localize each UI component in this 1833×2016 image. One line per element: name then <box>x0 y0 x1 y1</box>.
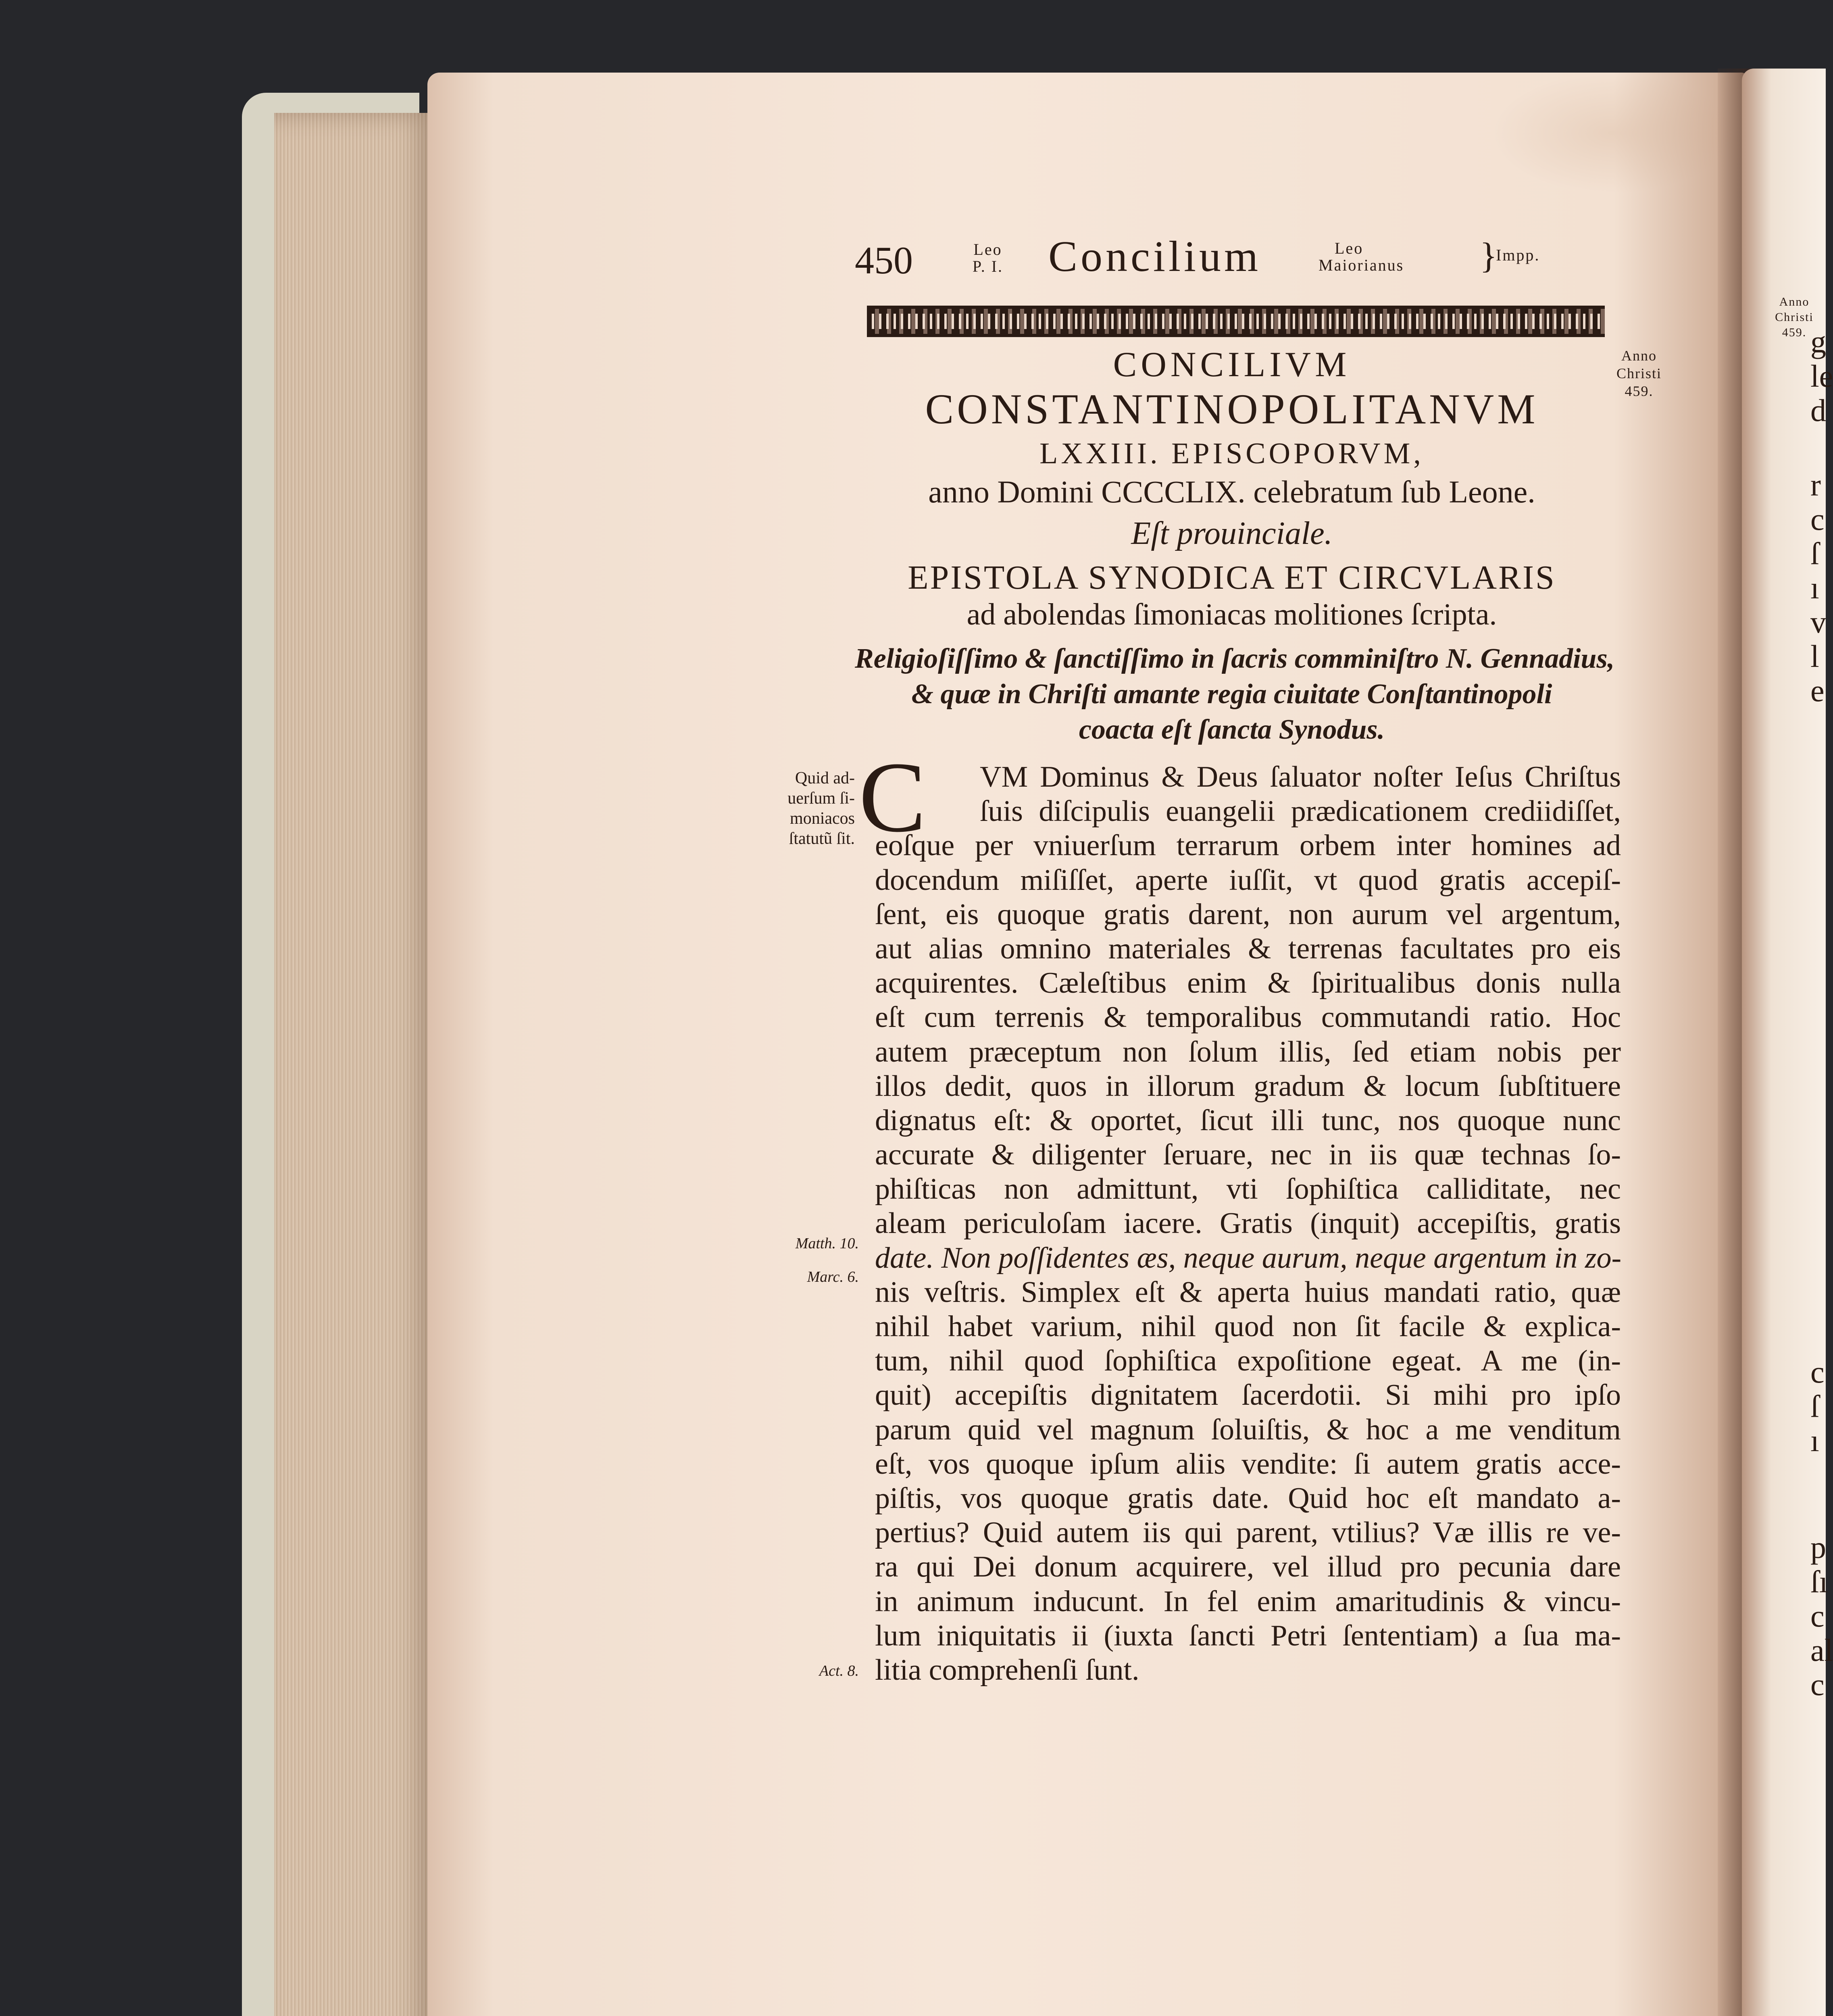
body-line: autem præceptum non ſolum illis, ſed etiam nobis per <box>875 1035 1621 1068</box>
body-line: VM Dominus & Deus ſaluator noſter Ieſus Chriſtus <box>980 760 1621 793</box>
body-line: aleam periculoſam iacere. Gratis (inquit) accepiſtis, gratis <box>875 1207 1621 1240</box>
body-line: acquirentes. Cæleſtibus enim & ſpiritualibus donis nulla <box>875 966 1621 1000</box>
header-left-note: Leo P. I. <box>972 240 1004 275</box>
page-number: 450 <box>855 239 913 282</box>
body-line: parum quid vel magnum ſoluiſtis, & hoc a me venditum <box>875 1413 1621 1446</box>
drop-cap: C <box>859 741 926 853</box>
body-line: accurate & diligenter ſeruare, nec in iis quæ technas ſo- <box>875 1138 1621 1172</box>
next-page-year-note: Anno Christi 459. <box>1775 295 1814 339</box>
next-page-letter: ſ <box>1810 536 1819 571</box>
body-line: nihil habet varium, nihil quod non ſit facile & explica- <box>875 1310 1621 1343</box>
body-line: eoſque per vniuerſum terrarum orbem inter homines ad <box>875 829 1621 862</box>
next-page-letter: g <box>1810 324 1826 359</box>
next-page-letter: v <box>1810 604 1826 639</box>
next-page-letter: ı <box>1810 570 1819 605</box>
next-page-letter: c <box>1810 1598 1825 1633</box>
body-line: aut alias omnino materiales & terrenas facultates pro eis <box>875 932 1621 965</box>
ornament-band-detail <box>867 314 1605 329</box>
body-line: litia comprehenſi ſunt. <box>875 1653 1139 1687</box>
page-edges <box>274 113 435 2016</box>
next-page-letter: p <box>1810 1530 1826 1565</box>
body-line: eſt cum terrenis & temporalibus commutandi ratio. Hoc <box>875 1001 1621 1034</box>
next-page-letter: ı <box>1810 1423 1819 1458</box>
margin-year-note: Anno Christi 459. <box>1616 348 1662 399</box>
title-epistola: EPISTOLA SYNODICA ET CIRCVLARIS <box>908 559 1556 596</box>
next-page-letter: ſı <box>1810 1564 1828 1599</box>
body-line: in animum inducunt. In fel enim amaritudinis & vincu- <box>875 1585 1621 1618</box>
title-provinciale: Eſt prouinciale. <box>1131 516 1333 551</box>
next-page-letter: c <box>1810 1354 1825 1389</box>
body-line: date. Non poſſidentes æs, neque aurum, neque argentum in zo- <box>875 1241 1622 1275</box>
next-page-letter: c <box>1810 502 1825 537</box>
body-line: pertius? Quid autem iis qui parent, vtilius? Væ illis re ve- <box>875 1516 1621 1549</box>
title-episcoporum: LXXIII. EPISCOPORVM, <box>1039 437 1424 470</box>
body-line: docendum miſiſſet, aperte iuſſit, vt quod gratis accepiſ- <box>875 863 1621 897</box>
body-line: dignatus eſt: & oportet, ſicut illi tunc, nos quoque nunc <box>875 1104 1621 1137</box>
body-line: lum iniquitatis ii (iuxta ſancti Petri ſententiam) a ſua ma- <box>875 1619 1621 1652</box>
next-page-letter: e <box>1810 673 1825 708</box>
body-line: eſt, vos quoque ipſum aliis vendite: ſi autem gratis acce- <box>875 1447 1621 1481</box>
body-line: ſent, eis quoque gratis darent, non aurum vel argentum, <box>875 898 1621 931</box>
title-subtitle: ad abolendas ſimoniacas molitiones ſcripta. <box>966 598 1497 631</box>
header-brace-glyph: } <box>1480 236 1498 276</box>
body-line: ſuis diſcipulis euangelii prædicationem crediidiſſet, <box>980 795 1621 828</box>
next-page-letter: d <box>1810 393 1826 428</box>
body-line: nis veſtris. Simplex eſt & aperta huius mandati ratio, quæ <box>875 1275 1621 1309</box>
body-line: quit) accepiſtis dignitatem ſacerdotii. Si mihi pro ipſo <box>875 1379 1621 1412</box>
next-page-letter: r <box>1810 467 1821 502</box>
header-right-note: Leo Maiorianus <box>1319 239 1404 274</box>
body-line: illos dedit, quos in illorum gradum & locum ſubſtituere <box>875 1069 1621 1103</box>
next-page-letter: le <box>1810 358 1833 394</box>
header-title: Concilium <box>1048 233 1261 281</box>
ref-acts: Act. 8. <box>819 1662 859 1679</box>
body-line: piſtis, vos quoque gratis date. Quid hoc eſt mandato a- <box>875 1481 1621 1515</box>
next-page-letter: c <box>1810 1667 1825 1702</box>
body-line: phiſticas non admittunt, vti ſophiſtica calliditate, nec <box>875 1173 1621 1206</box>
page-stain <box>1492 73 1734 194</box>
header-right-suffix: Impp. <box>1496 246 1540 264</box>
next-page-letter: l <box>1810 639 1819 674</box>
title-date: anno Domini CCCCLIX. celebratum ſub Leone. <box>928 474 1535 509</box>
salutation <box>855 641 1615 748</box>
body-line: tum, nihil quod ſophiſtica expoſitione egeat. A me (in- <box>875 1344 1621 1378</box>
next-page-letter: al <box>1810 1633 1833 1668</box>
ref-mark: Marc. 6. <box>807 1268 859 1285</box>
body-line: ra qui Dei donum acquirere, vel illud pro pecunia dare <box>875 1550 1621 1584</box>
salutation-line: coacta eſt ſancta Synodus. <box>1079 714 1385 745</box>
salutation-line: & quæ in Chriſti amante regia ciuitate Conſtantinopoli <box>911 679 1552 710</box>
ref-matthew: Matth. 10. <box>795 1235 859 1252</box>
next-page-letter: ſ <box>1810 1389 1819 1424</box>
side-note: Quid ad- uerſum ſi- moniacos ſtatutũ ſit. <box>787 769 855 848</box>
title-constantinopolitanum: CONSTANTINOPOLITANVM <box>925 385 1539 433</box>
body-text <box>875 760 1621 1687</box>
salutation-line: Religioſiſſimo & ſanctiſſimo in ſacris comminiſtro N. Gennadius, <box>855 643 1615 674</box>
title-concilium: CONCILIVM <box>1113 345 1351 384</box>
